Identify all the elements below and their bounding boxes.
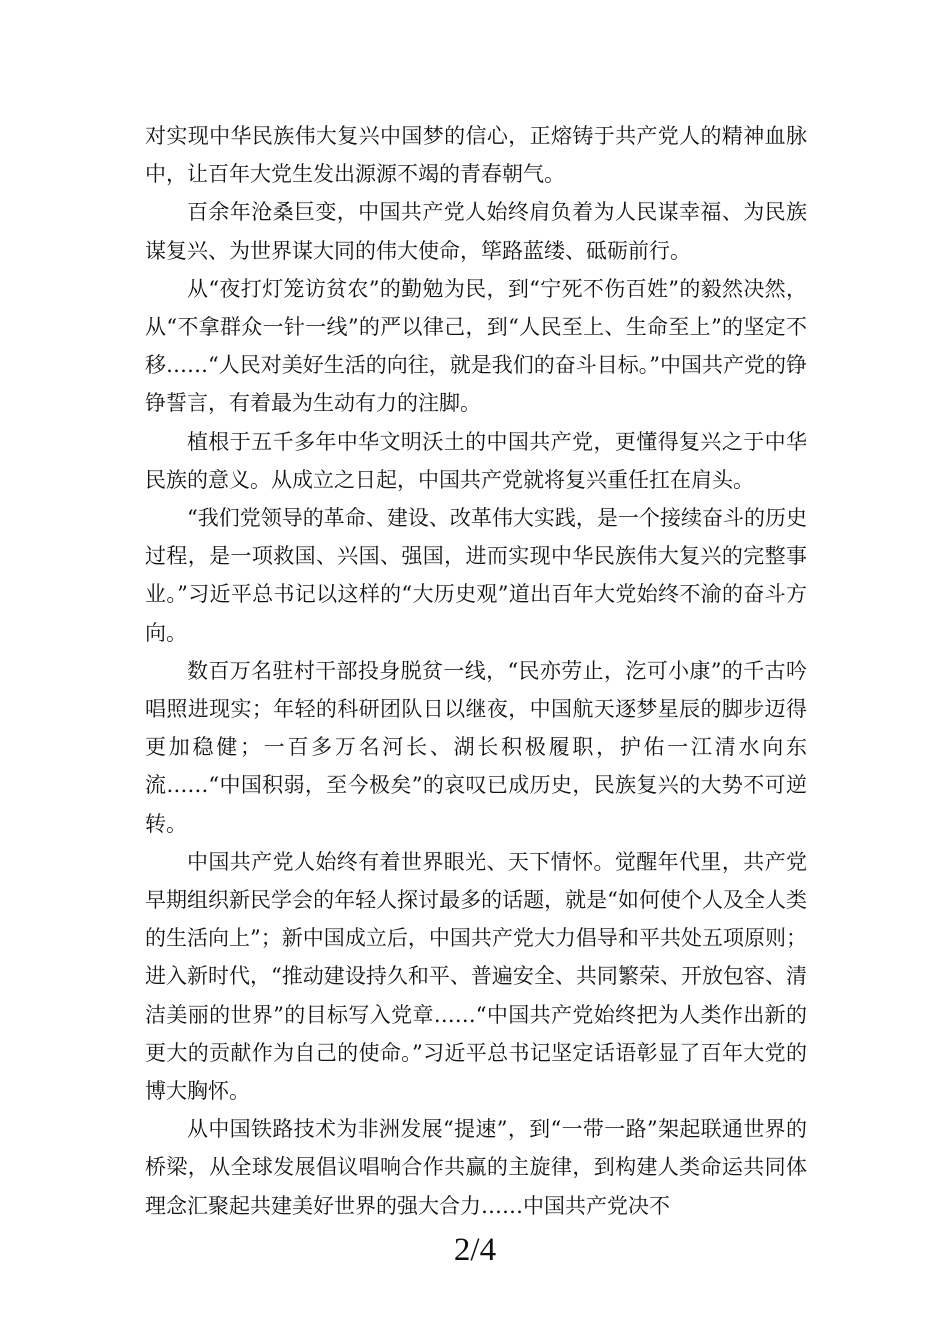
paragraph: 百余年沧桑巨变，中国共产党人始终肩负着为人民谋幸福、为民族谋复兴、为世界谋大同的伟大使命，筚路蓝缕、砥砺前行。 — [145, 200, 807, 263]
paragraph-continuation: 对实现中华民族伟大复兴中国梦的信心，正熔铸于共产党人的精神血脉中，让百年大党生发出源源不竭的青春朝气。 — [145, 124, 807, 187]
paragraph-quote: “我们党领导的革命、建设、改革伟大实践，是一个接续奋斗的历史过程，是一项救国、兴国、强国，进而实现中华民族伟大复兴的完整事业。”习近平总书记以这样的“大历史观”道出百年大党始终不渝的奋斗方向。 — [145, 506, 807, 645]
paragraph: 从“夜打灯笼访贫农”的勤勉为民，到“宁死不伤百姓”的毅然决然，从“不拿群众一针一线”的严以律己，到“人民至上、生命至上”的坚定不移……“人民对美好生活的向往，就是我们的奋斗目标。”中国共产党的铮铮誓言，有着最为生动有力的注脚。 — [145, 276, 807, 416]
paragraph: 从中国铁路技术为非洲发展“提速”，到“一带一路”架起联通世界的桥梁，从全球发展倡议唱响合作共赢的主旋律，到构建人类命运共同体理念汇聚起共建美好世界的强大合力……中国共产党决不 — [145, 1117, 807, 1218]
paragraph: 数百万名驻村干部投身脱贫一线，“民亦劳止，汔可小康”的千古吟唱照进现实；年轻的科研团队日以继夜，中国航天逐梦星辰的脚步迈得更加稳健；一百多万名河长、湖长积极履职，护佑一江清水向东流……“中国积弱，至今极矣”的哀叹已成历史，民族复兴的大势不可逆转。 — [145, 658, 807, 836]
paragraph: 植根于五千多年中华文明沃土的中国共产党，更懂得复兴之于中华民族的意义。从成立之日起，中国共产党就将复兴重任扛在肩头。 — [145, 429, 807, 492]
document-body — [145, 117, 807, 1225]
paragraph: 中国共产党人始终有着世界眼光、天下情怀。觉醒年代里，共产党早期组织新民学会的年轻人探讨最多的话题，就是“如何使个人及全人类的生活向上”；新中国成立后，中国共产党大力倡导和平共处五项原则；进入新时代，“推动建设持久和平、普遍安全、共同繁荣、开放包容、清洁美丽的世界”的目标写入党章……“中国共产党始终把为人类作出新的更大的贡献作为自己的使命。”习近平总书记坚定话语彰显了百年大党的博大胸怀。 — [145, 849, 807, 1104]
page-number: 2/4 — [453, 1232, 497, 1268]
